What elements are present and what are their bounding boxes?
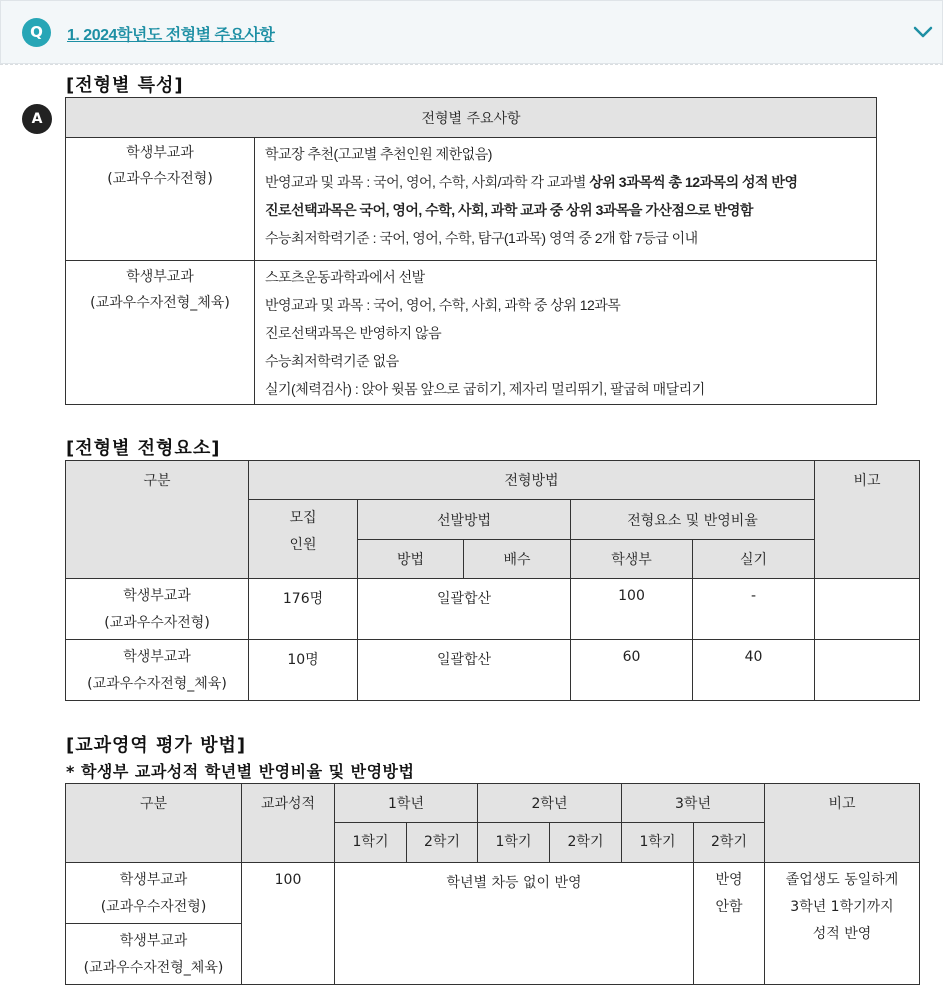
selection-cell: 일괄합산 xyxy=(358,579,571,640)
characteristics-table xyxy=(65,97,877,405)
table-row xyxy=(66,138,877,261)
details-cell: 학교장 추천(고교별 추천인원 제한없음) 반영교과 및 과목 : 국어, 영어, 수학, 사회/과학 각 교과별 상위 3과목씩 총 12과목의 성적 반영 진로선택과목은 국어, 영어, 수학, 사회, 과학 교과 중 상위 3과목을 가산점으로 반영함 수능최저학력기준 : 국어, 영어, 수학, 탐구(1과목) 영역 중 2개 합 7등급 이내 xyxy=(255,138,877,261)
details-cell: 스포츠운동과학과에서 선발 반영교과 및 과목 : 국어, 영어, 수학, 사회, 과학 중 상위 12과목 진로선택과목은 반영하지 않음 수능최저학력기준 없음 실기(체력검사) : 앉아 윗몸 앞으로 굽히기, 제자리 멀리뛰기, 팔굽혀 매달리기 xyxy=(255,261,877,405)
header-multiple: 배수 xyxy=(464,540,571,579)
table-header: 전형별 주요사항 xyxy=(66,98,877,138)
category-cell: 학생부교과 (교과우수자전형_체육) xyxy=(66,261,255,405)
header-y2-sem2: 2학기 xyxy=(550,823,622,863)
header-gubun: 구분 xyxy=(66,461,249,579)
answer-badge: A xyxy=(22,104,52,134)
header-y1-sem2: 2학기 xyxy=(407,823,478,863)
recruit-cell: 176명 xyxy=(249,579,358,640)
not-applied-cell: 반영 안함 xyxy=(694,863,765,985)
category-cell: 학생부교과 (교과우수자전형) xyxy=(66,579,249,640)
evaluation-table xyxy=(65,783,920,985)
table-row xyxy=(66,640,920,701)
section-heading-elements: [전형별 전형요소] xyxy=(66,438,221,459)
header-method: 전형방법 xyxy=(249,461,815,500)
header-practical: 실기 xyxy=(693,540,815,579)
header-note: 비고 xyxy=(765,784,920,863)
category-cell: 학생부교과 (교과우수자전형) xyxy=(66,138,255,261)
practical-cell: - xyxy=(693,579,815,640)
header-elements: 전형요소 및 반영비율 xyxy=(571,500,815,540)
header-year3: 3학년 xyxy=(622,784,765,823)
faq-question-bar[interactable] xyxy=(0,0,943,64)
category-cell: 학생부교과 (교과우수자전형) xyxy=(66,863,242,924)
note-cell xyxy=(815,640,920,701)
practical-cell: 40 xyxy=(693,640,815,701)
table-row xyxy=(66,261,877,405)
note-cell xyxy=(815,579,920,640)
section-heading-characteristics: [전형별 특성] xyxy=(66,75,184,96)
note-cell: 졸업생도 동일하게 3학년 1학기까지 성적 반영 xyxy=(765,863,920,985)
table-row xyxy=(66,863,920,924)
header-selection: 선발방법 xyxy=(358,500,571,540)
section-subheading: * 학생부 교과성적 학년별 반영비율 및 반영방법 xyxy=(66,762,415,781)
header-y2-sem1: 1학기 xyxy=(478,823,550,863)
record-cell: 60 xyxy=(571,640,693,701)
header-grades: 교과성적 xyxy=(242,784,335,863)
recruit-cell: 10명 xyxy=(249,640,358,701)
header-year1: 1학년 xyxy=(335,784,478,823)
header-gubun: 구분 xyxy=(66,784,242,863)
header-y3-sem2: 2학기 xyxy=(694,823,765,863)
header-recruit: 모집 인원 xyxy=(249,500,358,579)
header-y1-sem1: 1학기 xyxy=(335,823,407,863)
header-note: 비고 xyxy=(815,461,920,579)
elements-table xyxy=(65,460,920,701)
table-row xyxy=(66,579,920,640)
category-cell: 학생부교과 (교과우수자전형_체육) xyxy=(66,924,242,985)
selection-cell: 일괄합산 xyxy=(358,640,571,701)
chevron-down-icon[interactable] xyxy=(912,25,934,39)
grades-cell: 100 xyxy=(242,863,335,985)
record-cell: 100 xyxy=(571,579,693,640)
equal-apply-cell: 학년별 차등 없이 반영 xyxy=(335,863,694,985)
header-way: 방법 xyxy=(358,540,464,579)
category-cell: 학생부교과 (교과우수자전형_체육) xyxy=(66,640,249,701)
header-year2: 2학년 xyxy=(478,784,622,823)
header-record: 학생부 xyxy=(571,540,693,579)
question-badge: Q xyxy=(22,18,51,47)
divider xyxy=(0,64,943,65)
section-heading-evaluation: [교과영역 평가 방법] xyxy=(66,735,247,756)
question-title-link[interactable]: 1. 2024학년도 전형별 주요사항 xyxy=(67,27,275,44)
header-y3-sem1: 1학기 xyxy=(622,823,694,863)
